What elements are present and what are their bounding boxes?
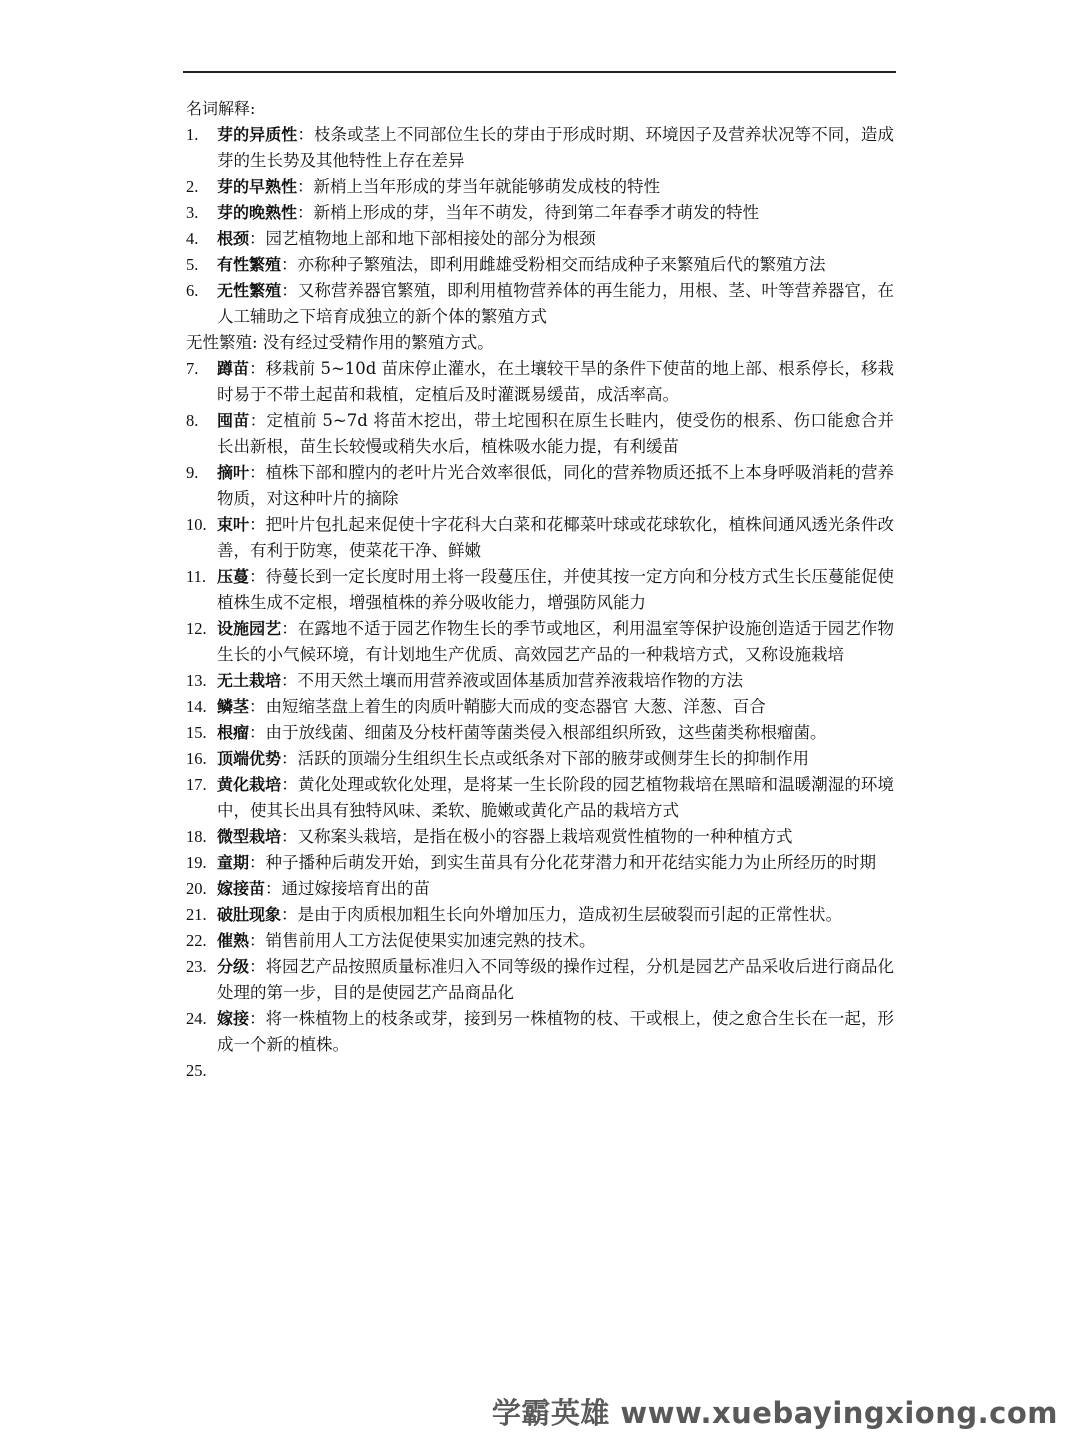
list-item: 13. 无土栽培：不用天然土壤而用营养液或固体基质加营养液栽培作物的方法 [186, 668, 894, 694]
header-rule [183, 71, 896, 73]
item-term: 童期 [217, 853, 250, 872]
item-number: 21. [186, 905, 207, 924]
item-definition: 将园艺产品按照质量标准归入不同等级的操作过程，分机是园艺产品采收后进行商品化处理的第一步，目的是使园艺产品商品化 [217, 957, 894, 1002]
item-number: 13. [186, 671, 207, 690]
item-definition: 又称营养器官繁殖，即利用植物营养体的再生能力，用根、茎、叶等营养器官，在人工辅助之下培育成独立的新个体的繁殖方式 [217, 281, 894, 326]
item-definition: 黄化处理或软化处理，是将某一生长阶段的园艺植物栽培在黑暗和温暖潮湿的环境中，使其长出具有独特风味、柔软、脆嫩或黄化产品的栽培方式 [217, 775, 894, 820]
item-term: 微型栽培 [217, 827, 282, 846]
item-term: 芽的早熟性 [217, 177, 298, 196]
list-item: 20. 嫁接苗：通过嫁接培育出的苗 [186, 876, 894, 902]
item-number: 12. [186, 619, 207, 638]
item-term: 芽的晚熟性 [217, 203, 298, 222]
list-item: 5. 有性繁殖：亦称种子繁殖法，即利用雌雄受粉相交而结成种子来繁殖后代的繁殖方法 [186, 252, 894, 278]
item-term: 无性繁殖 [217, 281, 282, 300]
list-item: 4. 根颈：园艺植物地上部和地下部相接处的部分为根颈 [186, 226, 894, 252]
list-item: 23. 分级：将园艺产品按照质量标准归入不同等级的操作过程，分机是园艺产品采收后进行商品化处理的第一步，目的是使园艺产品商品化 [186, 954, 894, 1006]
item-definition: 种子播种后萌发开始，到实生苗具有分化花芽潜力和开花结实能力为止所经历的时期 [265, 853, 877, 872]
item-definition: 是由于肉质根加粗生长向外增加压力，造成初生层破裂而引起的正常性状。 [297, 905, 843, 924]
document-body [186, 96, 894, 1084]
item-number: 22. [186, 931, 207, 950]
item-definition: 待蔓长到一定长度时用土将一段蔓压住，并使其按一定方向和分枝方式生长压蔓能促使植株生成不定根，增强植株的养分吸收能力，增强防风能力 [217, 567, 894, 612]
item-definition: 移栽前 5~10d 苗床停止灌水，在土壤较干旱的条件下使苗的地上部、根系停长，移栽时易于不带土起苗和栽植，定植后及时灌溉易缓苗，成活率高。 [217, 359, 894, 404]
list-item: 6. 无性繁殖：又称营养器官繁殖，即利用植物营养体的再生能力，用根、茎、叶等营养器官，在人工辅助之下培育成独立的新个体的繁殖方式 [186, 278, 894, 330]
item-number: 14. [186, 697, 207, 716]
list-item: 11. 压蔓：待蔓长到一定长度时用土将一段蔓压住，并使其按一定方向和分枝方式生长压蔓能促使植株生成不定根，增强植株的养分吸收能力，增强防风能力 [186, 564, 894, 616]
note-line: 无性繁殖: 没有经过受精作用的繁殖方式。 [186, 333, 494, 352]
list-item: 19. 童期：种子播种后萌发开始，到实生苗具有分化花芽潜力和开花结实能力为止所经历的时期 [186, 850, 894, 876]
item-number: 7. [186, 359, 199, 378]
item-definition: 园艺植物地上部和地下部相接处的部分为根颈 [265, 229, 596, 248]
item-term: 催熟 [217, 931, 250, 950]
item-number: 1. [186, 125, 199, 144]
item-term: 设施园艺 [217, 619, 282, 638]
list-item: 17. 黄化栽培：黄化处理或软化处理，是将某一生长阶段的园艺植物栽培在黑暗和温暖潮湿的环境中，使其长出具有独特风味、柔软、脆嫩或黄化产品的栽培方式 [186, 772, 894, 824]
list-item: 18. 微型栽培：又称案头栽培，是指在极小的容器上栽培观赏性植物的一种种植方式 [186, 824, 894, 850]
item-definition: 销售前用人工方法促使果实加速完熟的技术。 [265, 931, 596, 950]
list-item [186, 1058, 894, 1084]
item-term: 有性繁殖 [217, 255, 282, 274]
item-definition: 由短缩茎盘上着生的肉质叶鞘膨大而成的变态器官 大葱、洋葱、百合 [265, 697, 766, 716]
item-number: 3. [186, 203, 199, 222]
item-term: 根颈 [217, 229, 250, 248]
item-definition: 不用天然土壤而用营养液或固体基质加营养液栽培作物的方法 [297, 671, 744, 690]
item-definition: 植株下部和膛内的老叶片光合效率很低，同化的营养物质还抵不上本身呼吸消耗的营养物质，对这种叶片的摘除 [217, 463, 894, 508]
item-definition: 将一株植物上的枝条或芽，接到另一株植物的枝、干或根上，使之愈合生长在一起，形成一个新的植株。 [217, 1009, 894, 1054]
item-definition: 定植前 5~7d 将苗木挖出，带土坨囤积在原生长畦内，使受伤的根系、伤口能愈合并长出新根，苗生长较慢或稍失水后，植株吸水能力提，有利缓苗 [217, 411, 895, 456]
item-term: 摘叶 [217, 463, 250, 482]
item-number: 17. [186, 775, 207, 794]
list-item: 12. 设施园艺：在露地不适于园艺作物生长的季节或地区，利用温室等保护设施创造适于园艺作物生长的小气候环境，有计划地生产优质、高效园艺产品的一种栽培方式，又称设施栽培 [186, 616, 894, 668]
item-number: 16. [186, 749, 207, 768]
list-item: 2. 芽的早熟性：新梢上当年形成的芽当年就能够萌发成枝的特性 [186, 174, 894, 200]
item-number: 11. [186, 567, 207, 586]
item-term: 黄化栽培 [217, 775, 282, 794]
item-term: 无土栽培 [217, 671, 282, 690]
list-item: 21. 破肚现象：是由于肉质根加粗生长向外增加压力，造成初生层破裂而引起的正常性状。 [186, 902, 894, 928]
item-definition: 新梢上当年形成的芽当年就能够萌发成枝的特性 [313, 177, 661, 196]
item-number: 10. [186, 515, 207, 534]
item-number: 18. [186, 827, 207, 846]
item-definition: 新梢上形成的芽，当年不萌发，待到第二年春季才萌发的特性 [313, 203, 760, 222]
item-number: 19. [186, 853, 207, 872]
section-title: 名词解释: [186, 99, 256, 118]
item-definition: 又称案头栽培，是指在极小的容器上栽培观赏性植物的一种种植方式 [297, 827, 793, 846]
item-number: 5. [186, 255, 199, 274]
item-definition: 通过嫁接培育出的苗 [281, 879, 431, 898]
item-number: 15. [186, 723, 207, 742]
item-number: 2. [186, 177, 199, 196]
list-item: 7. 蹲苗：移栽前 5~10d 苗床停止灌水，在土壤较干旱的条件下使苗的地上部、根系停长，移栽时易于不带土起苗和栽植，定植后及时灌溉易缓苗，成活率高。 [186, 356, 894, 408]
list-item: 22. 催熟：销售前用人工方法促使果实加速完熟的技术。 [186, 928, 894, 954]
list-item: 24. 嫁接：将一株植物上的枝条或芽，接到另一株植物的枝、干或根上，使之愈合生长在一起，形成一个新的植株。 [186, 1006, 894, 1058]
list-item: 16. 顶端优势：活跃的顶端分生组织生长点或纸条对下部的腋芽或侧芽生长的抑制作用 [186, 746, 894, 772]
item-definition: 活跃的顶端分生组织生长点或纸条对下部的腋芽或侧芽生长的抑制作用 [297, 749, 810, 768]
item-number: 25. [186, 1061, 207, 1080]
site-watermark: 学霸英雄 www.xuebayingxiong.com [491, 1396, 1058, 1430]
item-number: 24. [186, 1009, 207, 1028]
list-item: 15. 根瘤：由于放线菌、细菌及分枝杆菌等菌类侵入根部组织所致，这些菌类称根瘤菌。 [186, 720, 894, 746]
item-term: 破肚现象 [217, 905, 282, 924]
list-item: 3. 芽的晚熟性：新梢上形成的芽，当年不萌发，待到第二年春季才萌发的特性 [186, 200, 894, 226]
item-number: 4. [186, 229, 199, 248]
item-definition: 在露地不适于园艺作物生长的季节或地区，利用温室等保护设施创造适于园艺作物生长的小气候环境，有计划地生产优质、高效园艺产品的一种栽培方式，又称设施栽培 [217, 619, 894, 664]
item-definition: 把叶片包扎起来促使十字花科大白菜和花椰菜叶球或花球软化，植株间通风透光条件改善，有利于防寒，使菜花干净、鲜嫩 [217, 515, 894, 560]
item-term: 芽的异质性 [217, 125, 298, 144]
item-number: 23. [186, 957, 207, 976]
item-definition: 亦称种子繁殖法，即利用雌雄受粉相交而结成种子来繁殖后代的繁殖方法 [297, 255, 826, 274]
list-item: 8. 囤苗：定植前 5~7d 将苗木挖出，带土坨囤积在原生长畦内，使受伤的根系、伤口能愈合并长出新根，苗生长较慢或稍失水后，植株吸水能力提，有利缓苗 [186, 408, 894, 460]
item-term: 蹲苗 [217, 359, 250, 378]
item-term: 压蔓 [217, 567, 250, 586]
item-term: 嫁接 [217, 1009, 250, 1028]
item-definition: 由于放线菌、细菌及分枝杆菌等菌类侵入根部组织所致，这些菌类称根瘤菌。 [265, 723, 827, 742]
list-item: 10. 束叶：把叶片包扎起来促使十字花科大白菜和花椰菜叶球或花球软化，植株间通风透光条件改善，有利于防寒，使菜花干净、鲜嫩 [186, 512, 894, 564]
item-number: 8. [186, 411, 199, 430]
list-item: 14. 鳞茎：由短缩茎盘上着生的肉质叶鞘膨大而成的变态器官 大葱、洋葱、百合 [186, 694, 894, 720]
list-item: 1. 芽的异质性：枝条或茎上不同部位生长的芽由于形成时期、环境因子及营养状况等不同，造成芽的生长势及其他特性上存在差异 [186, 122, 894, 174]
item-number: 9. [186, 463, 199, 482]
item-term: 根瘤 [217, 723, 250, 742]
item-term: 分级 [217, 957, 250, 976]
item-number: 6. [186, 281, 199, 300]
item-term: 束叶 [217, 515, 250, 534]
item-term: 囤苗 [217, 411, 250, 430]
list-item: 9. 摘叶：植株下部和膛内的老叶片光合效率很低，同化的营养物质还抵不上本身呼吸消耗的营养物质，对这种叶片的摘除 [186, 460, 894, 512]
item-term: 鳞茎 [217, 697, 250, 716]
item-number: 20. [186, 879, 207, 898]
item-term: 顶端优势 [217, 749, 282, 768]
item-term: 嫁接苗 [217, 879, 266, 898]
item-definition: 枝条或茎上不同部位生长的芽由于形成时期、环境因子及营养状况等不同，造成芽的生长势及其他特性上存在差异 [217, 125, 894, 170]
